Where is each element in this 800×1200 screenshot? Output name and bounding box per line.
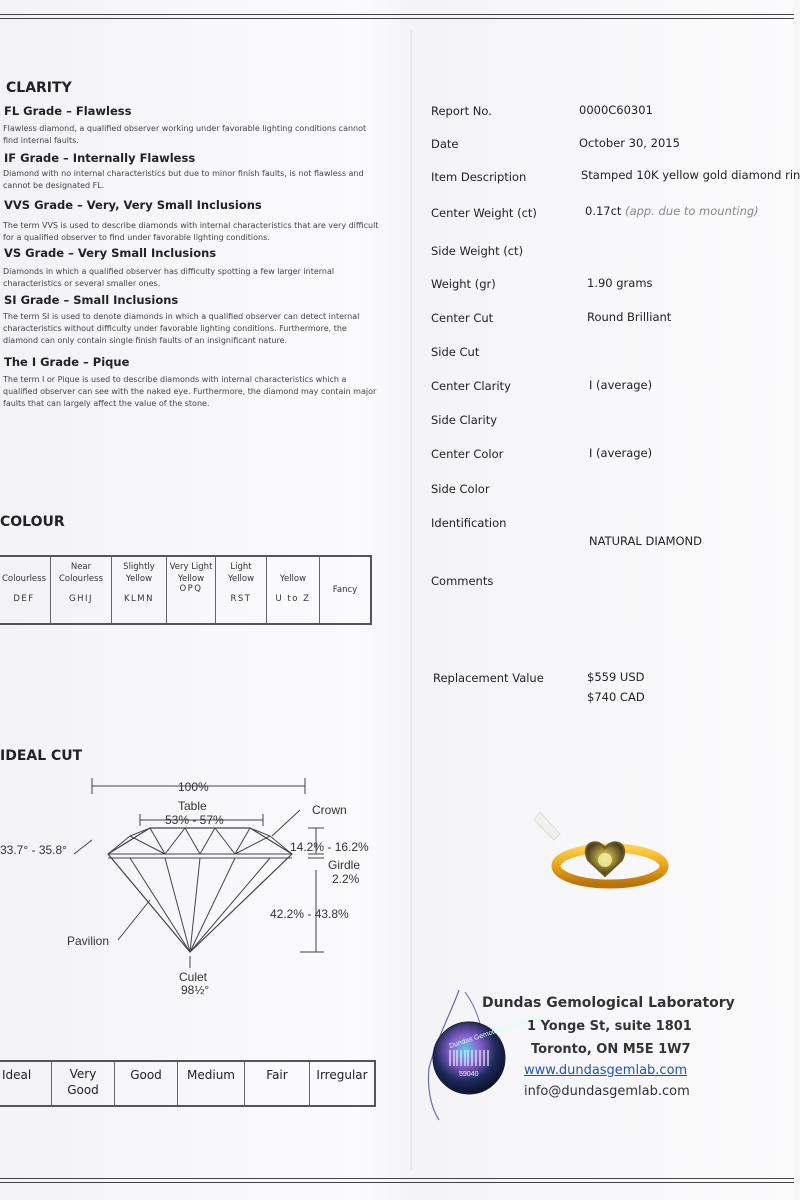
cut-grade-cell: Irregular (310, 1061, 376, 1106)
clarity-grade-heading: VVS Grade – Very, Very Small Inclusions (4, 198, 262, 212)
clarity-grade-text: Diamonds in which a qualified observer has difficulty spotting a few larger internal characteristics or several smaller ones. (3, 267, 335, 288)
colour-scale-table (0, 555, 372, 625)
center-clarity-label: Center Clarity (431, 379, 511, 393)
girdle-pct: 2.2% (332, 872, 360, 886)
lab-name: Dundas Gemological Laboratory (482, 995, 735, 1011)
colour-cell: Yellow U to Z (267, 556, 320, 624)
clarity-grade-text: Flawless diamond, a qualified observer working under favorable lighting conditions cannot find internal faults. (3, 124, 367, 145)
cut-grade-cell: Medium (178, 1061, 245, 1106)
hologram-number: 59040 (459, 1071, 479, 1078)
center-cut-value: Round Brilliant (587, 310, 672, 324)
cut-grade-cell: Very Good (52, 1061, 115, 1106)
colour-cell: Fancy (320, 556, 372, 624)
side-color-label: Side Color (431, 482, 490, 496)
bottom-border-rule (0, 1178, 794, 1183)
date-label: Date (431, 137, 459, 151)
item-description-value: Stamped 10K yellow gold diamond rin (581, 168, 800, 182)
report-no-label: Report No. (431, 104, 492, 118)
girdle-label: Girdle (328, 858, 361, 872)
center-cut-label: Center Cut (431, 311, 494, 325)
price-tag (534, 812, 560, 840)
ideal-cut-title: IDEAL CUT (0, 748, 83, 764)
colour-cell: Near Colourless GHIJ (51, 556, 112, 624)
ring-photo (530, 810, 670, 900)
clarity-grade-heading: The I Grade – Pique (4, 355, 130, 369)
side-weight-label: Side Weight (ct) (431, 244, 524, 258)
colour-title: COLOUR (0, 514, 65, 530)
identification-label: Identification (431, 516, 507, 530)
colour-cell: Colourless DEF (0, 556, 51, 624)
center-weight-note: (app. due to mounting) (625, 204, 759, 218)
lab-address-line1: 1 Yonge St, suite 1801 (527, 1019, 692, 1034)
replacement-value-usd: $559 USD (587, 670, 645, 684)
lab-email[interactable]: info@dundasgemlab.com (524, 1084, 690, 1099)
clarity-grade-heading: IF Grade – Internally Flawless (4, 151, 196, 165)
comments-label: Comments (431, 574, 494, 588)
weight-label: Weight (gr) (431, 277, 496, 291)
colour-cell: Light Yellow RST (216, 556, 267, 624)
crown-height: 14.2% - 16.2% (290, 840, 369, 854)
hologram-text: Dundas Gemological Laboratory (448, 1012, 547, 1051)
replacement-value-label: Replacement Value (433, 671, 544, 685)
cut-grade-cell: Ideal (0, 1061, 52, 1106)
report-no-value: 0000C60301 (579, 103, 653, 117)
culet-angle: 98½° (181, 983, 210, 997)
weight-value: 1.90 grams (587, 276, 653, 290)
center-diamond (598, 853, 612, 867)
page-fold (410, 30, 412, 1170)
side-clarity-label: Side Clarity (431, 413, 498, 427)
diamond-outline (108, 828, 292, 952)
clarity-grade-text: The term VVS is used to describe diamonds with internal characteristics that are very difficult for a qualified observer to find under favorable lighting conditions. (3, 221, 379, 242)
clarity-grade-heading: FL Grade – Flawless (4, 104, 132, 118)
replacement-value-cad: $740 CAD (587, 690, 645, 704)
top-border-rule (0, 14, 794, 19)
table-label: Table (178, 799, 207, 813)
identification-value: NATURAL DIAMOND (589, 534, 703, 548)
total-label: 100% (178, 780, 209, 794)
cut-grade-cell: Fair (245, 1061, 310, 1106)
colour-cell: Slightly Yellow KLMN (112, 556, 167, 624)
diamond-cut-diagram (0, 770, 400, 1000)
side-cut-label: Side Cut (431, 345, 480, 359)
center-color-label: Center Color (431, 447, 504, 461)
clarity-grade-heading: SI Grade – Small Inclusions (4, 293, 179, 307)
culet-label: Culet (179, 970, 208, 984)
colour-cell: Very Light Yellow OPQ (167, 556, 216, 624)
pavilion-depth: 42.2% - 43.8% (270, 907, 349, 921)
center-color-value: I (average) (589, 446, 653, 460)
center-clarity-value: I (average) (589, 378, 653, 392)
lab-website-link[interactable]: www.dundasgemlab.com (524, 1063, 688, 1078)
clarity-grade-text: The term I or Pique is used to describe diamonds with internal characteristics which a qualified observer can see with the naked eye. Furthermore, the diamond may contain major faults that can largely affect the value of the stone. (3, 375, 377, 408)
clarity-grade-text: Diamond with no internal characteristics but due to minor finish faults, is not flawless and cannot be designated FL. (3, 169, 364, 190)
item-description-label: Item Description (431, 170, 527, 184)
table-range: 53% - 57% (165, 813, 224, 827)
crown-label: Crown (312, 803, 347, 817)
cut-grade-cell: Good (115, 1061, 178, 1106)
clarity-title: CLARITY (6, 80, 72, 96)
clarity-grade-text: The term SI is used to denote diamonds in which a qualified observer can detect internal characteristics without difficulty under favorable lighting conditions. Furthermore, the diamond can only contain single finish faults of an insignificant nature. (3, 312, 360, 345)
cut-grade-table (0, 1060, 376, 1107)
pavilion-label: Pavilion (67, 934, 110, 948)
crown-angle: 33.7° - 35.8° (0, 843, 67, 857)
clarity-grade-heading: VS Grade – Very Small Inclusions (4, 246, 217, 260)
date-value: October 30, 2015 (579, 136, 680, 150)
lab-address-line2: Toronto, ON M5E 1W7 (531, 1042, 691, 1057)
center-weight-value: 0.17ct (app. due to mounting) (585, 204, 759, 218)
center-weight-label: Center Weight (ct) (431, 206, 537, 220)
